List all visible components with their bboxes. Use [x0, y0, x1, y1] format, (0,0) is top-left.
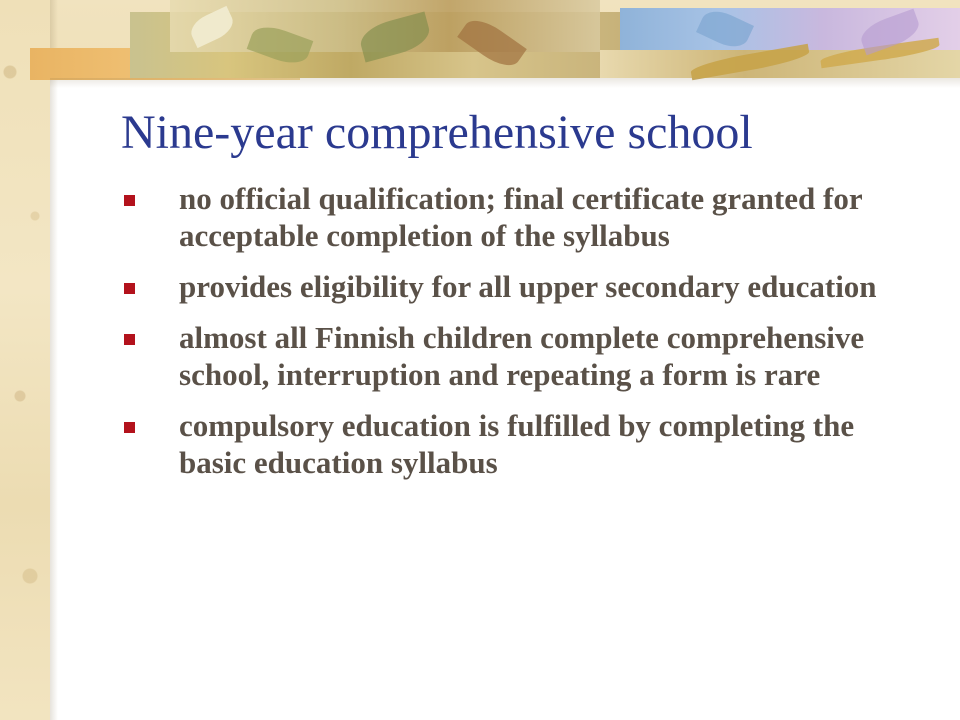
slide-title: Nine-year comprehensive school [121, 106, 753, 159]
bullet-text: almost all Finnish children complete comprehensive school, interruption and repeating a form is rare [179, 320, 865, 392]
bullet-item [124, 268, 924, 305]
bullet-text: no official qualification; final certificate granted for acceptable completion of the syllabus [179, 181, 863, 253]
parchment-left-strip [0, 0, 50, 720]
bullet-item [124, 180, 924, 254]
square-bullet-icon [124, 195, 135, 206]
square-bullet-icon [124, 283, 135, 294]
header-shadow [50, 78, 960, 88]
bullet-list [124, 180, 924, 495]
bullet-text: compulsory education is fulfilled by completing the basic education syllabus [179, 408, 855, 480]
square-bullet-icon [124, 422, 135, 433]
bullet-item [124, 319, 924, 393]
square-bullet-icon [124, 334, 135, 345]
bullet-item [124, 407, 924, 481]
bullet-text: provides eligibility for all upper secondary education [179, 269, 877, 304]
